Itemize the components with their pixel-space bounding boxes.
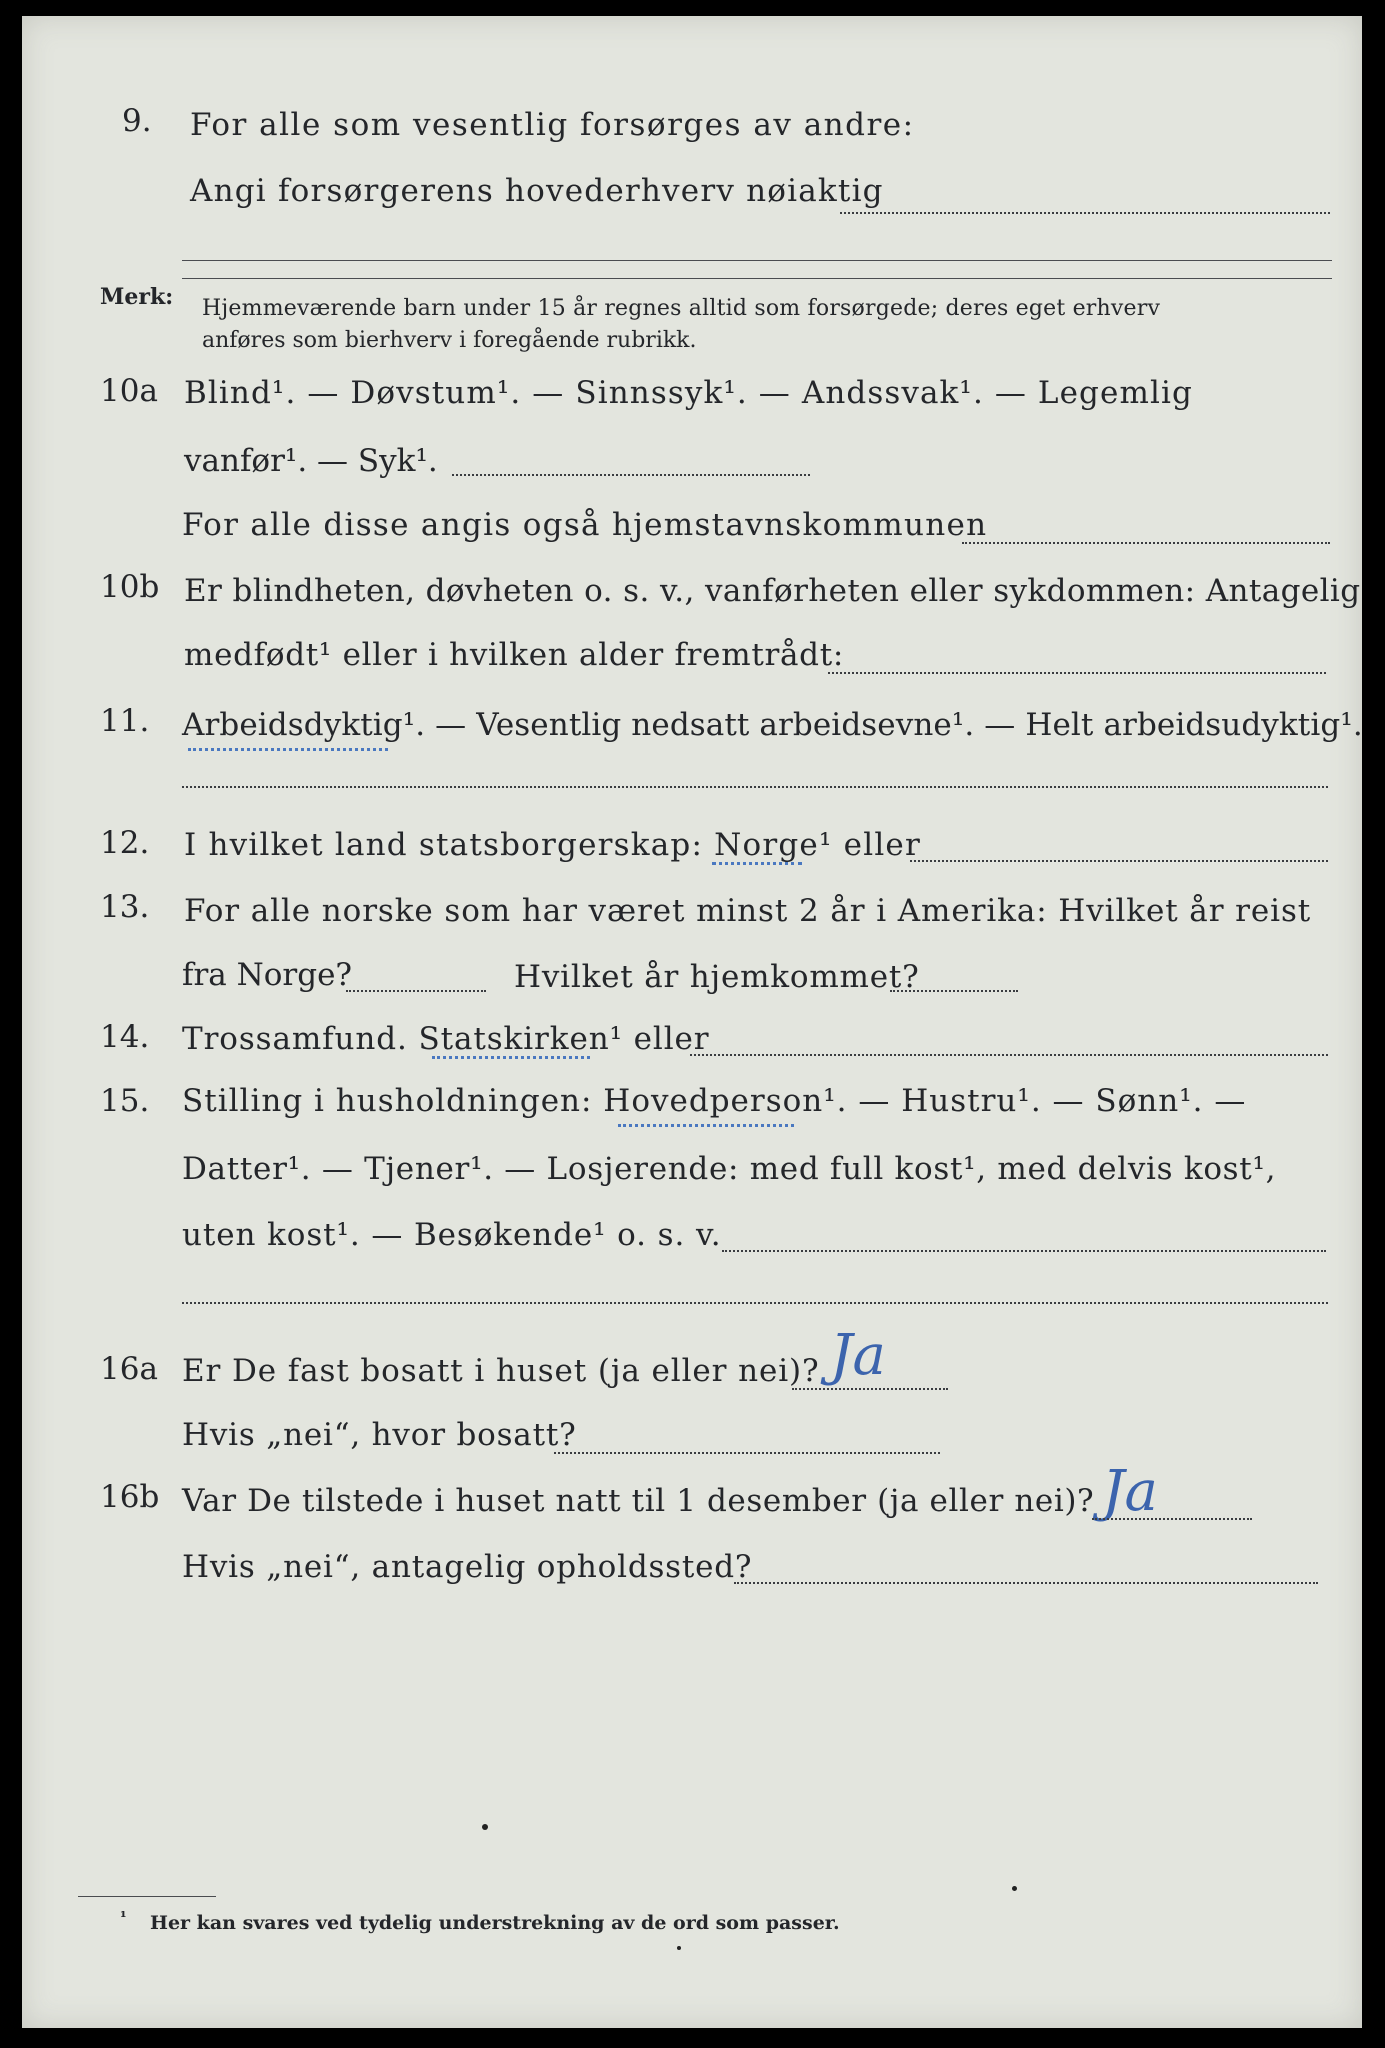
merk-label: Merk: <box>100 284 174 310</box>
q12-number: 12. <box>100 825 150 861</box>
q9-line-1: For alle som vesentlig forsørges av andre: <box>190 107 915 143</box>
q12-line-1: I hvilket land statsborgerskap: Norge¹ eller <box>184 827 921 863</box>
q16a-line-1: Er De fast bosatt i huset (ja eller nei)? <box>182 1353 820 1389</box>
q13-line-1: For alle norske som har været minst 2 år i Amerika: Hvilket år reist <box>184 893 1312 929</box>
merk-line-1: Hjemmeværende barn under 15 år regnes alltid som forsørgede; deres eget erhverv <box>202 296 1161 321</box>
q10a-number: 10a <box>100 373 158 409</box>
q14-handwritten-underline-statskirken <box>432 1048 590 1059</box>
q11-number: 11. <box>100 703 150 739</box>
q9-line-2: Angi forsørgerens hovederhverv nøiaktig <box>190 173 884 209</box>
q13-line-2a: fra Norge? <box>182 957 353 993</box>
census-form-page <box>22 16 1362 2028</box>
ink-speck <box>1012 1886 1017 1891</box>
q16b-number: 16b <box>100 1479 160 1515</box>
q11-line-1: Arbeidsdyktig¹. — Vesentlig nedsatt arbeidsevne¹. — Helt arbeidsudyktig¹. <box>182 707 1363 743</box>
q10a-line-2: vanfør¹. — Syk¹. <box>184 443 438 479</box>
q13-number: 13. <box>100 889 150 925</box>
q16a-bosatt-field[interactable] <box>554 1452 940 1454</box>
q15-line-1: Stilling i husholdningen: Hovedperson¹. — Hustru¹. — Sønn¹. — <box>182 1083 1247 1119</box>
q15-line-2: Datter¹. — Tjener¹. — Losjerende: med full kost¹, med delvis kost¹, <box>182 1151 1277 1187</box>
q13-hjemkommet-field[interactable] <box>890 990 1018 992</box>
ink-speck <box>482 1824 488 1830</box>
q16a-line-2: Hvis „nei“, hvor bosatt? <box>182 1417 577 1453</box>
q15-line-3: uten kost¹. — Besøkende¹ o. s. v. <box>182 1217 722 1253</box>
q10b-answer-field[interactable] <box>828 672 1326 674</box>
q16a-handwritten-answer: Ja <box>830 1323 886 1388</box>
q14-line-1: Trossamfund. Statskirken¹ eller <box>182 1021 710 1057</box>
q10a-line-3: For alle disse angis også hjemstavnskommunen <box>182 507 988 543</box>
q10b-line-2: medfødt¹ eller i hvilken alder fremtrådt: <box>184 637 845 673</box>
q12-handwritten-underline-norge <box>712 854 802 865</box>
q9-number: 9. <box>122 103 152 139</box>
q10a-syk-field[interactable] <box>452 474 810 476</box>
q10a-hjemstavn-field[interactable] <box>962 542 1330 544</box>
q11-handwritten-underline-arbeidsdyktig <box>188 740 388 751</box>
q16b-opholdssted-field[interactable] <box>734 1582 1318 1584</box>
footnote-mark: ¹ <box>120 1908 127 1926</box>
ink-speck <box>677 1946 681 1950</box>
q9-separator <box>182 278 1332 279</box>
q10b-number: 10b <box>100 569 160 605</box>
q14-answer-field[interactable] <box>690 1054 1328 1056</box>
q15-number: 15. <box>100 1083 150 1119</box>
q10b-line-1: Er blindheten, døvheten o. s. v., vanførheten eller sykdommen: Antagelig <box>184 573 1361 609</box>
q16b-line-1: Var De tilstede i huset natt til 1 desember (ja eller nei)? <box>182 1483 1095 1519</box>
q9-answer-field[interactable] <box>840 212 1330 214</box>
q16a-answer-field[interactable] <box>792 1388 948 1390</box>
q16a-number: 16a <box>100 1351 158 1387</box>
q15-handwritten-underline-hovedperson <box>618 1116 794 1127</box>
q13-line-2b: Hvilket år hjemkommet? <box>514 959 920 995</box>
merk-line-2: anføres som bierhverv i foregående rubrikk. <box>202 328 697 353</box>
q9-answer-line-2[interactable] <box>182 260 1332 261</box>
footnote-text: Her kan svares ved tydelig understrekning av de ord som passer. <box>150 1912 840 1934</box>
q16b-answer-field[interactable] <box>1092 1518 1252 1520</box>
q12-answer-field[interactable] <box>910 860 1328 862</box>
q10a-line-1: Blind¹. — Døvstum¹. — Sinnssyk¹. — Andssvak¹. — Legemlig <box>184 375 1193 411</box>
q11-answer-field[interactable] <box>182 786 1328 788</box>
q14-number: 14. <box>100 1019 150 1055</box>
q16b-handwritten-answer: Ja <box>1102 1459 1158 1524</box>
footnote-rule <box>78 1896 216 1897</box>
q16b-line-2: Hvis „nei“, antagelig opholdssted? <box>182 1549 753 1585</box>
q13-reist-field[interactable] <box>346 990 486 992</box>
q15-answer-line-2[interactable] <box>182 1302 1328 1304</box>
q15-answer-field[interactable] <box>722 1250 1326 1252</box>
